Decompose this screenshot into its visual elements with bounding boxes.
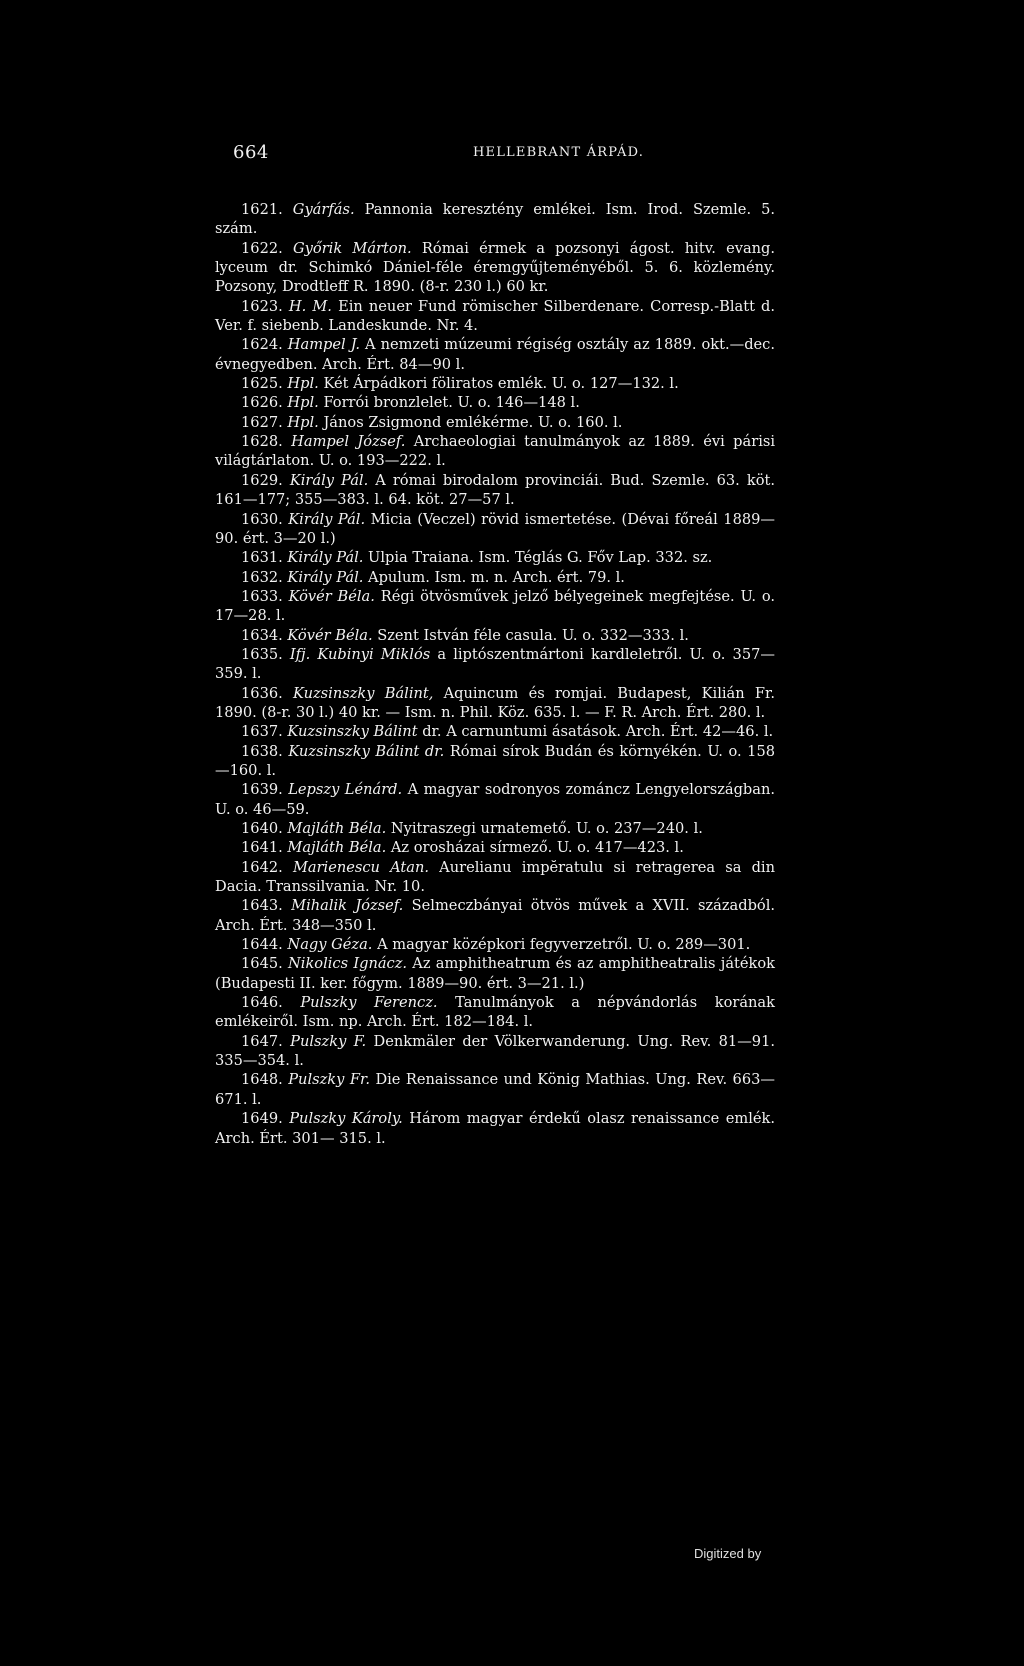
entry-number: 1628. bbox=[241, 433, 283, 451]
bibliography-entry bbox=[215, 510, 775, 549]
bibliography-entry bbox=[215, 858, 775, 897]
entry-text: Az amphitheatrum és az amphitheatralis játékok (Budapesti II. ker. főgym. 1889—90. ért. 3—21. l.) bbox=[215, 955, 775, 992]
entry-number: 1625. bbox=[241, 375, 283, 393]
bibliography-entry bbox=[215, 1109, 775, 1148]
entry-text: Archaeologiai tanulmányok az 1889. évi párisi világtárlaton. U. o. 193—222. l. bbox=[215, 433, 776, 470]
bibliography-entry bbox=[215, 200, 775, 239]
entry-author: Nikolics Ignácz. bbox=[288, 955, 408, 973]
bibliography-entry bbox=[215, 645, 775, 684]
entry-text: a liptószentmártoni kardleletről. U. o. 357—359. l. bbox=[215, 645, 776, 683]
entry-number: 1630. bbox=[241, 510, 283, 528]
entry-text: A nemzeti múzeumi régiség osztály az 1889. okt.—dec. évnegyedben. Arch. Ért. 84—90 l. bbox=[215, 336, 775, 373]
entry-text: Régi ötvösművek jelző bélyegeinek megfejtése. U. o. 17—28. l. bbox=[215, 587, 775, 625]
bibliography-entry bbox=[215, 297, 775, 336]
entry-text: Római sírok Budán és környékén. U. o. 158—160. l. bbox=[215, 742, 776, 779]
entry-text: A magyar sodronyos zománcz Lengyelországban. U. o. 46—59. bbox=[215, 781, 776, 818]
entry-author: Majláth Béla. bbox=[287, 820, 387, 837]
entry-author: Hpl. bbox=[287, 394, 319, 412]
entry-author: Király Pál. bbox=[287, 549, 364, 567]
entry-author: Kuzsinszky Bálint, bbox=[293, 684, 434, 702]
bibliography-entry bbox=[215, 587, 775, 626]
entry-author: Nagy Géza. bbox=[287, 936, 373, 954]
entry-text: Az orosházai sírmező. U. o. 417—423. l. bbox=[390, 839, 684, 857]
bibliography-entry bbox=[215, 471, 775, 510]
bibliography-entry bbox=[215, 1070, 775, 1109]
entry-author: Kuzsinszky Bálint bbox=[287, 723, 418, 741]
bibliography-entry bbox=[215, 896, 775, 935]
entry-number: 1643. bbox=[241, 897, 283, 915]
entry-text: dr. A carnuntumi ásatások. Arch. Ért. 42—46. l. bbox=[422, 723, 774, 741]
entry-author: Kuzsinszky Bálint dr. bbox=[288, 742, 445, 760]
entry-text: Micia (Veczel) rövid ismertetése. (Dévai főreál 1889—90. ért. 3—20 l.) bbox=[215, 510, 776, 547]
entry-text: Apulum. Ism. m. n. Arch. ért. 79. l. bbox=[368, 568, 625, 586]
entry-text: Selmeczbányai ötvös művek a XVII. századból. Arch. Ért. 348—350 l. bbox=[215, 897, 776, 934]
entry-number: 1635. bbox=[241, 645, 283, 663]
bibliography-entry bbox=[215, 374, 775, 393]
entry-number: 1624. bbox=[241, 336, 283, 354]
entry-text: Forrói bronzlelet. U. o. 146—148 l. bbox=[323, 394, 580, 412]
bibliography-entry bbox=[215, 993, 775, 1032]
entry-text: János Zsigmond emlékérme. U. o. 160. l. bbox=[323, 413, 623, 431]
bibliography-entry bbox=[215, 838, 775, 857]
entry-author: Hpl. bbox=[287, 413, 319, 431]
entry-text: Római érmek a pozsonyi ágost. hitv. evang. lyceum dr. Schimkó Dániel-féle éremgyűjteményéből. 5. 6. közlemény. Pozsony, Drodtleff R. 1890. (8-r. 230 l.) 60 kr. bbox=[215, 239, 776, 296]
entry-number: 1632. bbox=[241, 568, 283, 586]
bibliography-entry bbox=[215, 413, 775, 432]
bibliography-entry bbox=[215, 722, 775, 741]
entry-text: Ulpia Traiana. Ism. Téglás G. Főv Lap. 332. sz. bbox=[368, 549, 713, 567]
entry-text: Aurelianu impĕratulu si retragerea sa din Dacia. Transsilvania. Nr. 10. bbox=[215, 858, 775, 896]
entry-author: Gyárfás. bbox=[292, 201, 355, 218]
entry-author: Lepszy Lénárd. bbox=[288, 781, 403, 799]
entry-number: 1636. bbox=[241, 684, 283, 702]
entry-text: Tanulmányok a népvándorlás korának emlékeiről. Ism. np. Arch. Ért. 182—184. l. bbox=[215, 994, 775, 1031]
page-number: 664 bbox=[233, 142, 269, 163]
entry-number: 1637. bbox=[241, 723, 283, 741]
entry-author: Ifj. Kubinyi Miklós bbox=[289, 645, 431, 663]
entry-author: Király Pál. bbox=[288, 510, 366, 528]
entry-number: 1626. bbox=[241, 394, 283, 412]
entry-number: 1648. bbox=[241, 1071, 283, 1089]
entry-text: Pannonia keresztény emlékei. Ism. Irod. Szemle. 5. szám. bbox=[215, 201, 776, 238]
digitized-by-label: Digitized by bbox=[694, 1546, 762, 1561]
entry-number: 1622. bbox=[241, 239, 283, 257]
entry-author: Pulszky Károly. bbox=[289, 1110, 403, 1128]
entry-author: Majláth Béla. bbox=[287, 839, 387, 857]
bibliography-entry bbox=[215, 568, 775, 587]
entry-number: 1649. bbox=[241, 1110, 283, 1128]
entry-number: 1623. bbox=[241, 297, 283, 315]
entry-number: 1641. bbox=[241, 839, 283, 857]
entry-number: 1638. bbox=[241, 742, 283, 760]
entry-author: Király Pál. bbox=[287, 568, 364, 586]
entry-text: Aquincum és romjai. Budapest, Kilián Fr. 1890. (8-r. 30 l.) 40 kr. — Ism. n. Phil. Köz. 635. l. — F. R. Arch. Ért. 280. l. bbox=[215, 684, 776, 721]
entry-number: 1634. bbox=[241, 626, 283, 644]
entry-number: 1642. bbox=[241, 858, 283, 876]
entry-author: Mihalik József. bbox=[291, 897, 404, 915]
entry-number: 1631. bbox=[241, 549, 283, 567]
bibliography-entry bbox=[215, 626, 775, 645]
page-header bbox=[233, 142, 793, 166]
entry-number: 1647. bbox=[241, 1032, 283, 1050]
bibliography-entry bbox=[215, 1032, 775, 1071]
entry-text: Denkmäler der Völkerwanderung. Ung. Rev. 81—91. 335—354. l. bbox=[215, 1032, 775, 1070]
entry-author: Pulszky Fr. bbox=[288, 1071, 370, 1089]
bibliography-entry bbox=[215, 432, 775, 471]
bibliography-entry bbox=[215, 684, 775, 723]
bibliography-entry bbox=[215, 935, 775, 954]
bibliography-entry bbox=[215, 335, 775, 374]
entry-author: H. M. bbox=[288, 297, 332, 315]
entry-number: 1645. bbox=[241, 955, 283, 973]
entry-author: Király Pál. bbox=[289, 471, 369, 489]
bibliography-list bbox=[215, 200, 775, 1148]
entry-number: 1633. bbox=[241, 587, 283, 605]
bibliography-entry bbox=[215, 954, 775, 993]
entry-text: Szent István féle casula. U. o. 332—333. l. bbox=[377, 626, 689, 644]
entry-author: Hampel J. bbox=[287, 336, 361, 354]
entry-number: 1629. bbox=[241, 471, 283, 489]
entry-author: Hpl. bbox=[287, 375, 319, 393]
entry-text: Két Árpádkori föliratos emlék. U. o. 127—132. l. bbox=[323, 375, 679, 393]
entry-text: A magyar középkori fegyverzetről. U. o. 289—301. bbox=[377, 936, 751, 954]
entry-number: 1627. bbox=[241, 413, 283, 431]
entry-number: 1621. bbox=[241, 201, 283, 218]
entry-text: Nyitraszegi urnatemető. U. o. 237—240. l. bbox=[390, 820, 703, 837]
bibliography-entry bbox=[215, 780, 775, 819]
entry-author: Győrik Márton. bbox=[293, 239, 412, 257]
entry-author: Kövér Béla. bbox=[287, 626, 373, 644]
entry-number: 1646. bbox=[241, 994, 283, 1012]
bibliography-entry bbox=[215, 742, 775, 781]
entry-number: 1640. bbox=[241, 820, 283, 837]
entry-text: Die Renaissance und König Mathias. Ung. Rev. 663—671. l. bbox=[215, 1071, 776, 1108]
entry-number: 1644. bbox=[241, 936, 283, 954]
bibliography-entry bbox=[215, 819, 775, 838]
entry-author: Pulszky F. bbox=[290, 1032, 367, 1050]
entry-number: 1639. bbox=[241, 781, 283, 799]
bibliography-entry bbox=[215, 239, 775, 297]
entry-author: Marienescu Atan. bbox=[292, 858, 429, 876]
entry-text: Három magyar érdekű olasz renaissance emlék. Arch. Ért. 301— 315. l. bbox=[215, 1110, 775, 1147]
entry-author: Hampel József. bbox=[291, 433, 406, 451]
running-head: HELLEBRANT ÁRPÁD. bbox=[473, 145, 645, 160]
entry-author: Kövér Béla. bbox=[288, 587, 375, 605]
entry-author: Pulszky Ferencz. bbox=[300, 994, 438, 1012]
bibliography-entry bbox=[215, 548, 775, 567]
bibliography-entry bbox=[215, 393, 775, 412]
entry-text: A római birodalom provinciái. Bud. Szemle. 63. köt. 161—177; 355—383. l. 64. köt. 27—57 l. bbox=[215, 471, 775, 509]
entry-text: Ein neuer Fund römischer Silberdenare. Corresp.-Blatt d. Ver. f. siebenb. Landeskunde. Nr. 4. bbox=[215, 297, 776, 335]
